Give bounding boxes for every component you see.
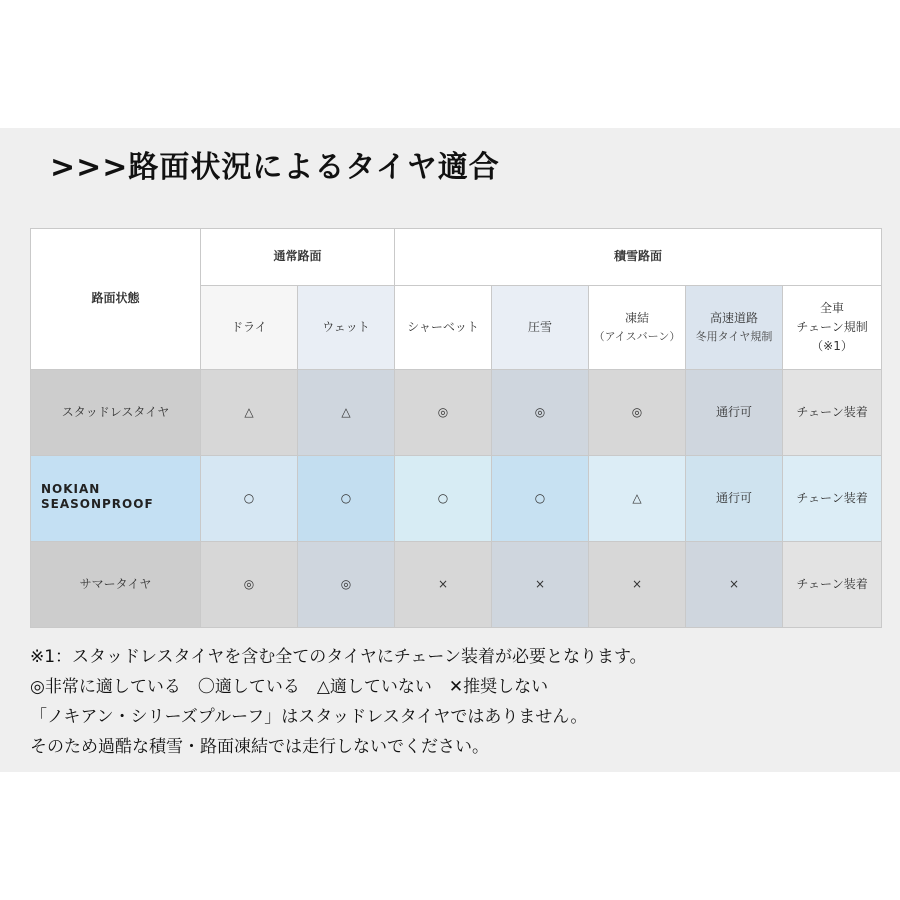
cell-studless-dry: △ [201,370,298,456]
cell-studless-highway: 通行可 [686,370,783,456]
road-condition-header: 路面状態 [31,229,201,370]
normal-road-header: 通常路面 [201,229,395,286]
col-chain-line1: 全車 [820,300,845,315]
cell-nokian-highway: 通行可 [686,456,783,542]
cell-studless-sherbet: ◎ [395,370,492,456]
cell-studless-frozen: ◎ [589,370,686,456]
cell-summer-frozen: × [589,542,686,628]
cell-summer-highway: × [686,542,783,628]
cell-nokian-chain: チェーン装着 [783,456,882,542]
col-frozen-sub: （アイスバーン） [593,330,681,344]
col-highway-sub: 冬用タイヤ規制 [695,330,773,344]
nokian-seasonproof-logo [41,482,154,512]
cell-summer-dry: ◎ [201,542,298,628]
col-frozen-label: 凍結 [625,311,650,326]
snow-road-header: 積雪路面 [395,229,882,286]
col-packed-snow: 圧雪 [492,286,589,370]
row-label-summer: サマータイヤ [31,542,201,628]
tire-compatibility-table [30,228,882,628]
cell-summer-chain: チェーン装着 [783,542,882,628]
cell-summer-wet: ◎ [298,542,395,628]
cell-studless-wet: △ [298,370,395,456]
col-chain-line3: （※1） [811,339,853,354]
col-highway [686,286,783,370]
cell-summer-packed: × [492,542,589,628]
footnote-chain: ※1：スタッドレスタイヤを含む全てのタイヤにチェーン装着が必要となります。 [30,647,647,667]
brand-line1: NOKIAN [41,482,101,497]
table-row-summer [31,542,882,628]
col-chain [783,286,882,370]
footnote-not-studless: 「ノキアン・シリーズプルーフ」はスタッドレスタイヤではありません。 [30,707,588,727]
row-label-studless: スタッドレスタイヤ [31,370,201,456]
col-highway-label: 高速道路 [710,311,759,326]
cell-nokian-packed: ○ [492,456,589,542]
cell-summer-sherbet: × [395,542,492,628]
col-wet: ウェット [298,286,395,370]
table-row-nokian [31,456,882,542]
legend: ◎非常に適している 〇適している △適していない ✕推奨しない [30,677,549,697]
cell-nokian-dry: ○ [201,456,298,542]
row-label-nokian [31,456,201,542]
footnote-warning: そのため過酷な積雪・路面凍結では走行しないでください。 [30,737,489,757]
col-sherbet: シャーベット [395,286,492,370]
cell-studless-chain: チェーン装着 [783,370,882,456]
cell-nokian-wet: ○ [298,456,395,542]
col-frozen [589,286,686,370]
col-dry: ドライ [201,286,298,370]
brand-line2: SEASONPROOF [41,497,154,512]
cell-studless-packed: ◎ [492,370,589,456]
page-title: >>>路面状況によるタイヤ適合 [50,150,500,185]
cell-nokian-frozen: △ [589,456,686,542]
cell-nokian-sherbet: ○ [395,456,492,542]
table-row-studless [31,370,882,456]
footnotes [30,642,647,762]
col-chain-line2: チェーン規制 [796,319,868,334]
